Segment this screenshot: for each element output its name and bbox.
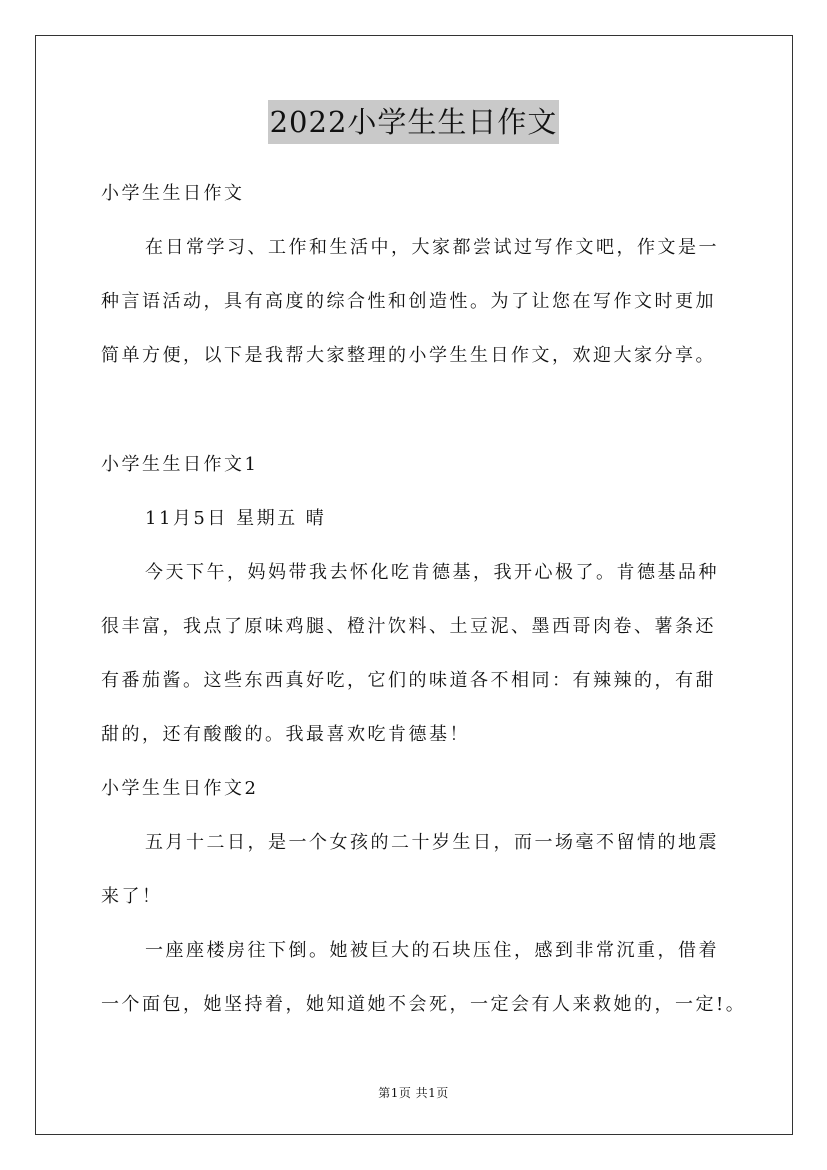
essay1-line: 很丰富，我点了原味鸡腿、橙汁饮料、土豆泥、墨西哥肉卷、薯条还 — [101, 616, 716, 637]
essay2-line: 一个面包，她坚持着，她知道她不会死，一定会有人来救她的，一定!。 — [101, 994, 747, 1015]
page-footer: 第1页 共1页 — [378, 1086, 449, 1100]
essay2-heading: 小学生生日作文2 — [101, 778, 259, 799]
essay1-date-line: 11月5日 星期五 晴 — [145, 508, 327, 529]
document-title: 2022小学生生日作文 — [268, 100, 560, 144]
intro-line: 在日常学习、工作和生活中，大家都尝试过写作文吧，作文是一 — [145, 237, 719, 258]
intro-line: 种言语活动，具有高度的综合性和创造性。为了让您在写作文时更加 — [101, 291, 716, 312]
essay2-line: 一座座楼房往下倒。她被巨大的石块压住，感到非常沉重，借着 — [145, 940, 719, 961]
title-container — [0, 100, 827, 144]
essay2-line: 五月十二日，是一个女孩的二十岁生日，而一场毫不留情的地震 — [145, 832, 719, 853]
essay1-line: 今天下午，妈妈带我去怀化吃肯德基，我开心极了。肯德基品种 — [145, 562, 719, 583]
essay2-line: 来了！ — [101, 886, 163, 907]
essay1-line: 甜的，还有酸酸的。我最喜欢吃肯德基！ — [101, 724, 470, 745]
essay1-heading: 小学生生日作文1 — [101, 454, 259, 475]
section-heading: 小学生生日作文 — [101, 183, 245, 204]
essay1-line: 有番茄酱。这些东西真好吃，它们的味道各不相同：有辣辣的，有甜 — [101, 670, 716, 691]
intro-line: 简单方便，以下是我帮大家整理的小学生生日作文，欢迎大家分享。 — [101, 345, 716, 366]
